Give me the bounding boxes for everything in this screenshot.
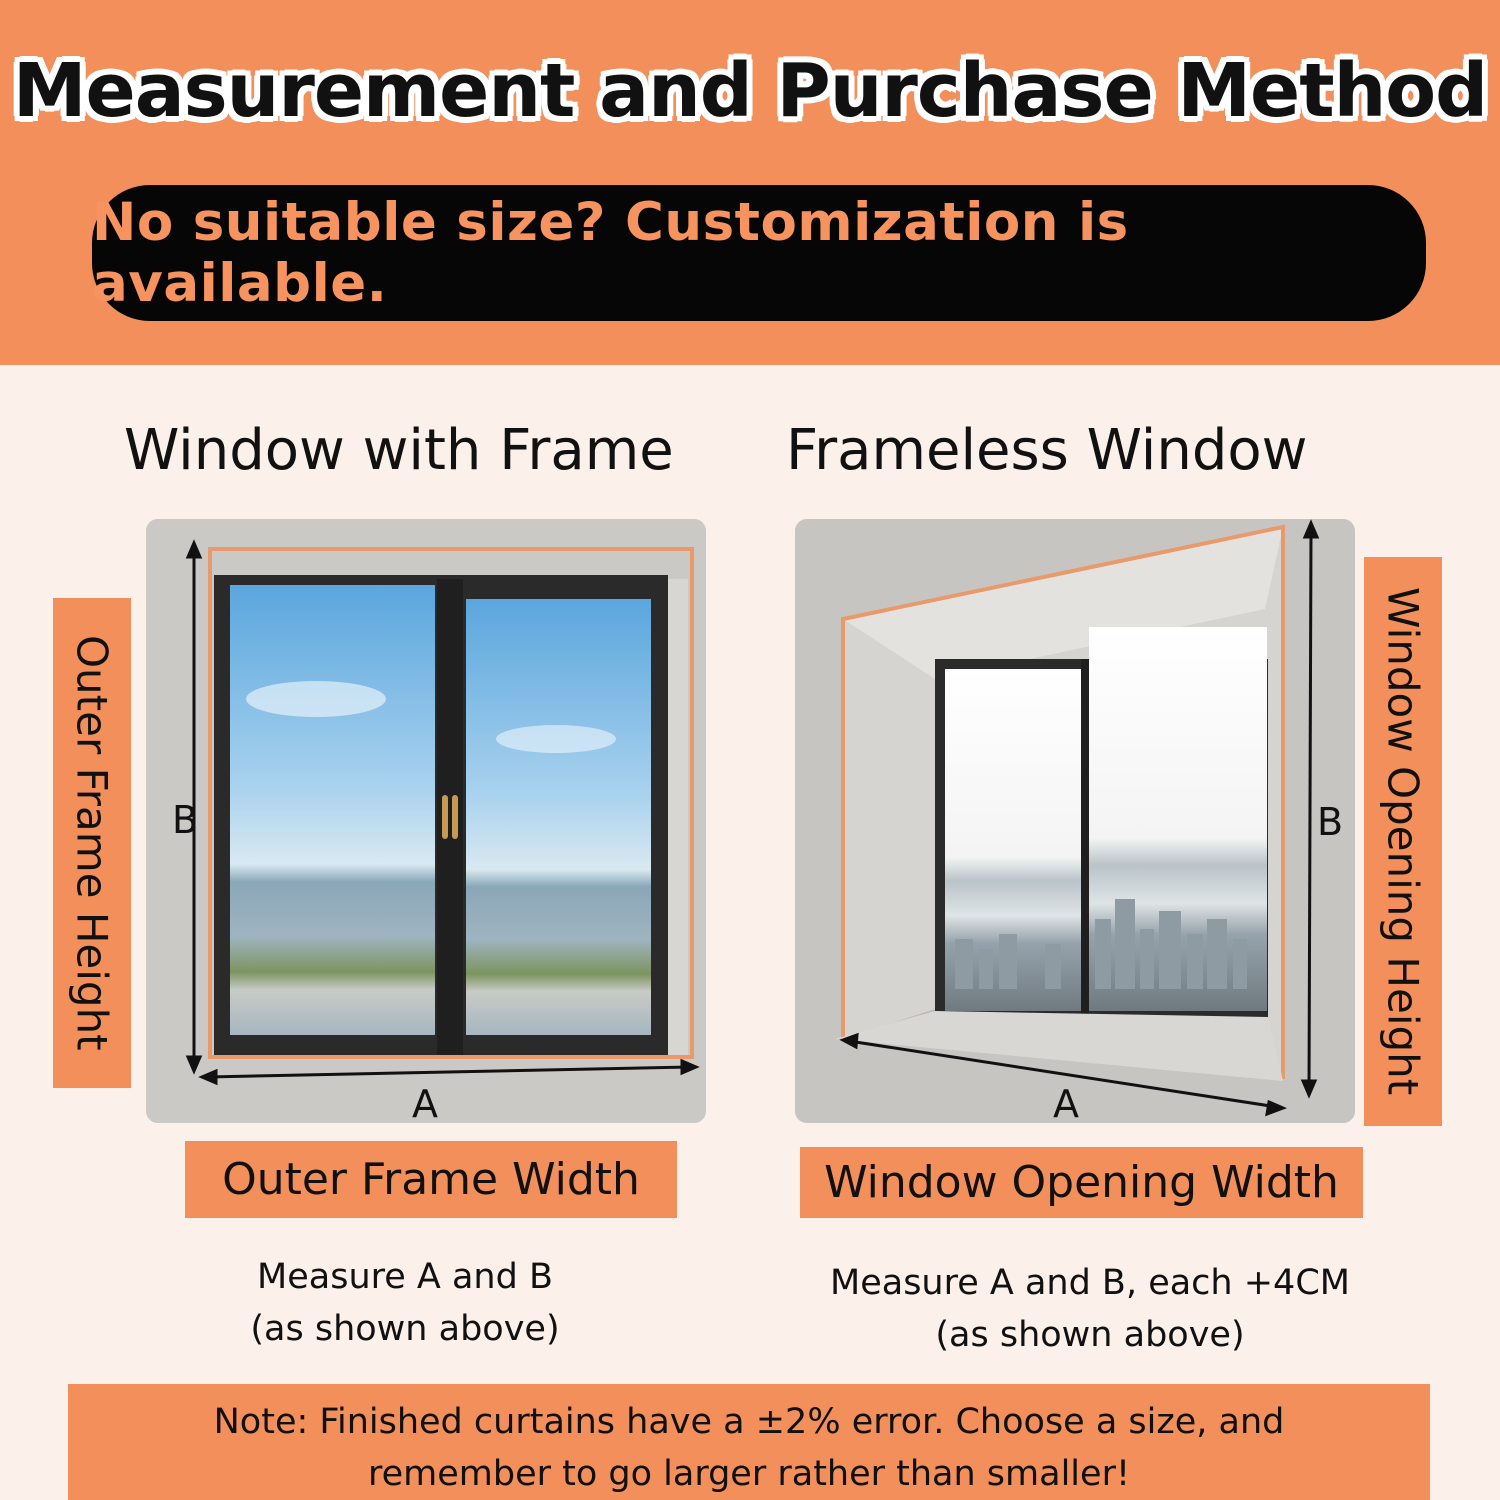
window-opening-width-label: Window Opening Width bbox=[800, 1147, 1363, 1218]
framed-instruction-line2: (as shown above) bbox=[250, 1309, 560, 1349]
window-opening-height-label bbox=[1364, 557, 1442, 1126]
header-band bbox=[0, 0, 1500, 365]
page-title: Measurement and Purchase Method bbox=[12, 48, 1488, 134]
frameless-window-drawing bbox=[795, 519, 1355, 1123]
outer-frame-width-label: Outer Frame Width bbox=[185, 1141, 677, 1218]
framed-window-illustration bbox=[146, 519, 706, 1123]
size-note-banner bbox=[68, 1384, 1430, 1500]
customization-banner bbox=[92, 185, 1426, 321]
outer-frame-height-text: Outer Frame Height bbox=[67, 635, 117, 1051]
note-line2: remember to go larger rather than smaller! bbox=[367, 1454, 1130, 1494]
heading-frameless-window: Frameless Window bbox=[786, 418, 1308, 483]
dimension-a-left: A bbox=[412, 1082, 438, 1123]
framed-window-instructions bbox=[190, 1251, 620, 1355]
dimension-b-left: B bbox=[172, 798, 199, 842]
frameless-window-instructions bbox=[790, 1257, 1390, 1361]
frameless-instruction-line1: Measure A and B, each +4CM bbox=[830, 1263, 1350, 1303]
dimension-b-right: B bbox=[1317, 800, 1344, 844]
window-opening-height-text: Window Opening Height bbox=[1378, 587, 1428, 1096]
heading-window-with-frame: Window with Frame bbox=[124, 418, 674, 483]
frameless-instruction-line2: (as shown above) bbox=[935, 1315, 1245, 1355]
frameless-window-illustration bbox=[795, 519, 1355, 1123]
framed-window-drawing bbox=[146, 519, 706, 1123]
note-line1: Note: Finished curtains have a ±2% error. Choose a size, and bbox=[213, 1402, 1285, 1442]
outer-frame-height-label bbox=[53, 598, 131, 1088]
framed-instruction-line1: Measure A and B bbox=[257, 1257, 553, 1297]
dimension-a-right: A bbox=[1053, 1082, 1079, 1123]
customization-text: No suitable size? Customization is available. bbox=[92, 192, 1129, 314]
